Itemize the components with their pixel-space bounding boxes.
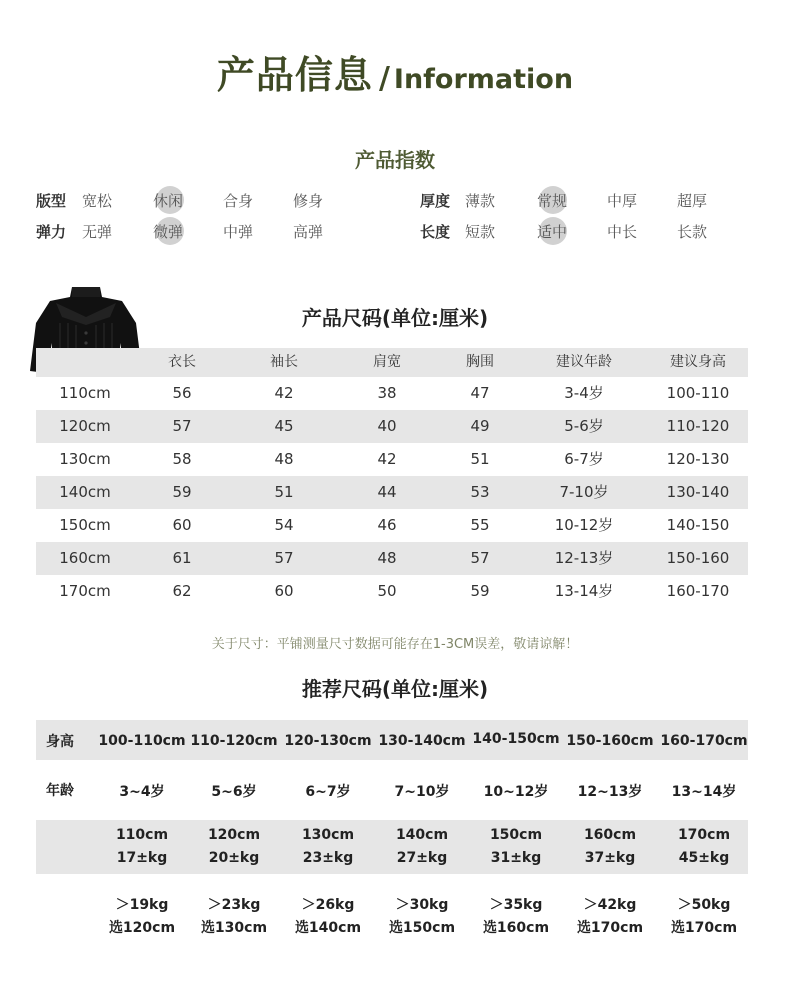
index-title: 产品指数 — [355, 148, 435, 172]
cell: 47 — [470, 384, 490, 402]
cell: 42 — [377, 450, 397, 468]
size-cell: 110cm — [59, 384, 111, 402]
table-row — [36, 443, 748, 476]
weight-value: 17±kg — [116, 850, 168, 866]
size-weight-cell — [188, 824, 280, 870]
height-cell: 150-160cm — [566, 733, 654, 749]
size-table-header — [36, 348, 748, 377]
cell: 120-130 — [666, 450, 730, 468]
cell: 7-10岁 — [559, 483, 609, 501]
cell: 59 — [172, 483, 192, 501]
height-cell: 120-130cm — [284, 733, 372, 749]
overweight-value: ＞35kg — [489, 897, 543, 913]
choose-value: 选120cm — [108, 920, 176, 936]
size-cell: 170cm — [59, 582, 111, 600]
cell: 6-7岁 — [564, 450, 604, 468]
overweight-value: ＞26kg — [301, 897, 355, 913]
age-cell: 12~13岁 — [577, 784, 643, 800]
cell: 49 — [470, 417, 490, 435]
size-cell: 120cm — [59, 417, 111, 435]
overweight-value: ＞50kg — [677, 897, 731, 913]
weight-value: 23±kg — [302, 850, 354, 866]
cell: 57 — [172, 417, 192, 435]
header-title-cn: 产品信息 — [216, 53, 373, 97]
cell: 57 — [470, 549, 490, 567]
header-cell: 衣长 — [168, 354, 196, 370]
cell: 150-160 — [666, 549, 730, 567]
cell: 62 — [172, 582, 192, 600]
choose-value: 选170cm — [576, 920, 644, 936]
age-cell: 5~6岁 — [211, 784, 257, 800]
overweight-cell — [376, 894, 468, 940]
size-value: 130cm — [301, 827, 355, 843]
cell: 48 — [274, 450, 294, 468]
choose-value: 选150cm — [388, 920, 456, 936]
choose-value: 选160cm — [482, 920, 550, 936]
cell: 42 — [274, 384, 294, 402]
cell: 53 — [470, 483, 490, 501]
height-cell: 140-150cm — [472, 731, 560, 747]
cell: 51 — [470, 450, 490, 468]
weight-value: 31±kg — [490, 850, 542, 866]
cell: 60 — [172, 516, 192, 534]
overweight-cell — [658, 894, 750, 940]
choose-value: 选130cm — [200, 920, 268, 936]
cell: 57 — [274, 549, 294, 567]
height-cell: 110-120cm — [190, 733, 278, 749]
cell: 100-110 — [666, 384, 730, 402]
size-cell: 140cm — [59, 483, 111, 501]
cell: 38 — [377, 384, 397, 402]
weight-value: 20±kg — [208, 850, 260, 866]
size-cell: 130cm — [59, 450, 111, 468]
header-cell: 肩宽 — [373, 354, 401, 370]
table-row — [36, 509, 748, 542]
recommend-overweight-row — [36, 890, 748, 944]
size-weight-cell — [470, 824, 562, 870]
index-option: 微弹 — [153, 223, 184, 241]
measurement-note: 关于尺寸：平铺测量尺寸数据可能存在1-3CM误差，敬请谅解！ — [211, 637, 579, 652]
age-cell: 6~7岁 — [305, 784, 351, 800]
index-option: 修身 — [293, 192, 324, 210]
cell: 60 — [274, 582, 294, 600]
overweight-cell — [564, 894, 656, 940]
header-cell: 建议年龄 — [556, 354, 612, 370]
age-cell: 3~4岁 — [119, 784, 165, 800]
index-option: 中长 — [607, 223, 638, 241]
header-title-en: Information — [393, 64, 574, 95]
cell: 56 — [172, 384, 192, 402]
overweight-cell — [470, 894, 562, 940]
index-key-length: 长度 — [420, 223, 451, 241]
index-option: 无弹 — [82, 223, 113, 241]
weight-value: 37±kg — [584, 850, 636, 866]
height-label: 身高 — [46, 734, 74, 750]
index-option: 超厚 — [677, 192, 708, 210]
choose-value: 选170cm — [670, 920, 738, 936]
header-cell: 建议身高 — [670, 354, 726, 370]
table-row — [36, 476, 748, 509]
overweight-cell — [188, 894, 280, 940]
cell: 58 — [172, 450, 192, 468]
size-value: 140cm — [395, 827, 449, 843]
cell: 130-140 — [666, 483, 730, 501]
cell: 12-13岁 — [554, 549, 614, 567]
cell: 55 — [470, 516, 490, 534]
size-weight-cell — [564, 824, 656, 870]
age-cell: 7~10岁 — [394, 784, 450, 800]
age-cell: 10~12岁 — [483, 784, 549, 800]
page-header — [0, 44, 790, 99]
index-option: 中弹 — [223, 223, 254, 241]
cell: 110-120 — [666, 417, 730, 435]
index-option: 高弹 — [293, 223, 324, 241]
recommend-age-row — [36, 770, 748, 810]
cell: 46 — [377, 516, 397, 534]
cell: 51 — [274, 483, 294, 501]
size-table — [36, 348, 748, 608]
table-row — [36, 575, 748, 608]
size-weight-cell — [376, 824, 468, 870]
cell: 140-150 — [666, 516, 730, 534]
size-cell: 150cm — [59, 516, 111, 534]
size-value: 150cm — [489, 827, 543, 843]
size-weight-cell — [96, 824, 188, 870]
cell: 44 — [377, 483, 397, 501]
cell: 10-12岁 — [554, 516, 614, 534]
header-cell: 袖长 — [270, 354, 298, 370]
choose-value: 选140cm — [294, 920, 362, 936]
cell: 61 — [172, 549, 192, 567]
index-option: 中厚 — [607, 192, 638, 210]
index-option: 常规 — [537, 192, 568, 210]
cell: 13-14岁 — [554, 582, 614, 600]
cell: 5-6岁 — [564, 417, 604, 435]
table-row — [36, 410, 748, 443]
index-option: 薄款 — [465, 192, 496, 210]
cell: 59 — [470, 582, 490, 600]
index-option: 合身 — [223, 192, 254, 210]
cell: 48 — [377, 549, 397, 567]
header-cell: 胸围 — [466, 354, 494, 370]
size-value: 110cm — [115, 827, 169, 843]
height-cell: 160-170cm — [660, 733, 748, 749]
overweight-cell — [282, 894, 374, 940]
cell: 54 — [274, 516, 294, 534]
index-option: 宽松 — [82, 192, 113, 210]
index-option: 适中 — [537, 223, 568, 241]
size-table-title: 产品尺码(单位:厘米) — [301, 306, 489, 330]
overweight-value: ＞42kg — [583, 897, 637, 913]
recommend-height-row — [36, 720, 748, 760]
overweight-value: ＞23kg — [207, 897, 261, 913]
index-option: 短款 — [465, 223, 496, 241]
index-option: 休闲 — [153, 192, 184, 210]
weight-value: 45±kg — [678, 850, 730, 866]
table-row — [36, 377, 748, 410]
size-value: 120cm — [207, 827, 261, 843]
age-label: 年龄 — [46, 783, 74, 799]
weight-value: 27±kg — [396, 850, 448, 866]
index-key-fit: 版型 — [36, 192, 67, 210]
cell: 45 — [274, 417, 294, 435]
recommend-table-title: 推荐尺码(单位:厘米) — [301, 677, 489, 701]
overweight-value: ＞30kg — [395, 897, 449, 913]
height-cell: 100-110cm — [98, 733, 186, 749]
size-cell: 160cm — [59, 549, 111, 567]
cell: 50 — [377, 582, 397, 600]
overweight-value: ＞19kg — [115, 897, 169, 913]
index-key-elasticity: 弹力 — [36, 223, 67, 241]
age-cell: 13~14岁 — [671, 784, 737, 800]
cell: 3-4岁 — [564, 384, 604, 402]
height-cell: 130-140cm — [378, 733, 466, 749]
size-value: 160cm — [583, 827, 637, 843]
recommend-size-weight-row — [36, 820, 748, 874]
index-option: 长款 — [677, 223, 708, 241]
size-value: 170cm — [677, 827, 731, 843]
header-slash: / — [378, 61, 390, 96]
table-row — [36, 542, 748, 575]
cell: 40 — [377, 417, 397, 435]
overweight-cell — [96, 894, 188, 940]
cell: 160-170 — [666, 582, 730, 600]
index-key-thickness: 厚度 — [420, 192, 451, 210]
size-weight-cell — [658, 824, 750, 870]
size-weight-cell — [282, 824, 374, 870]
